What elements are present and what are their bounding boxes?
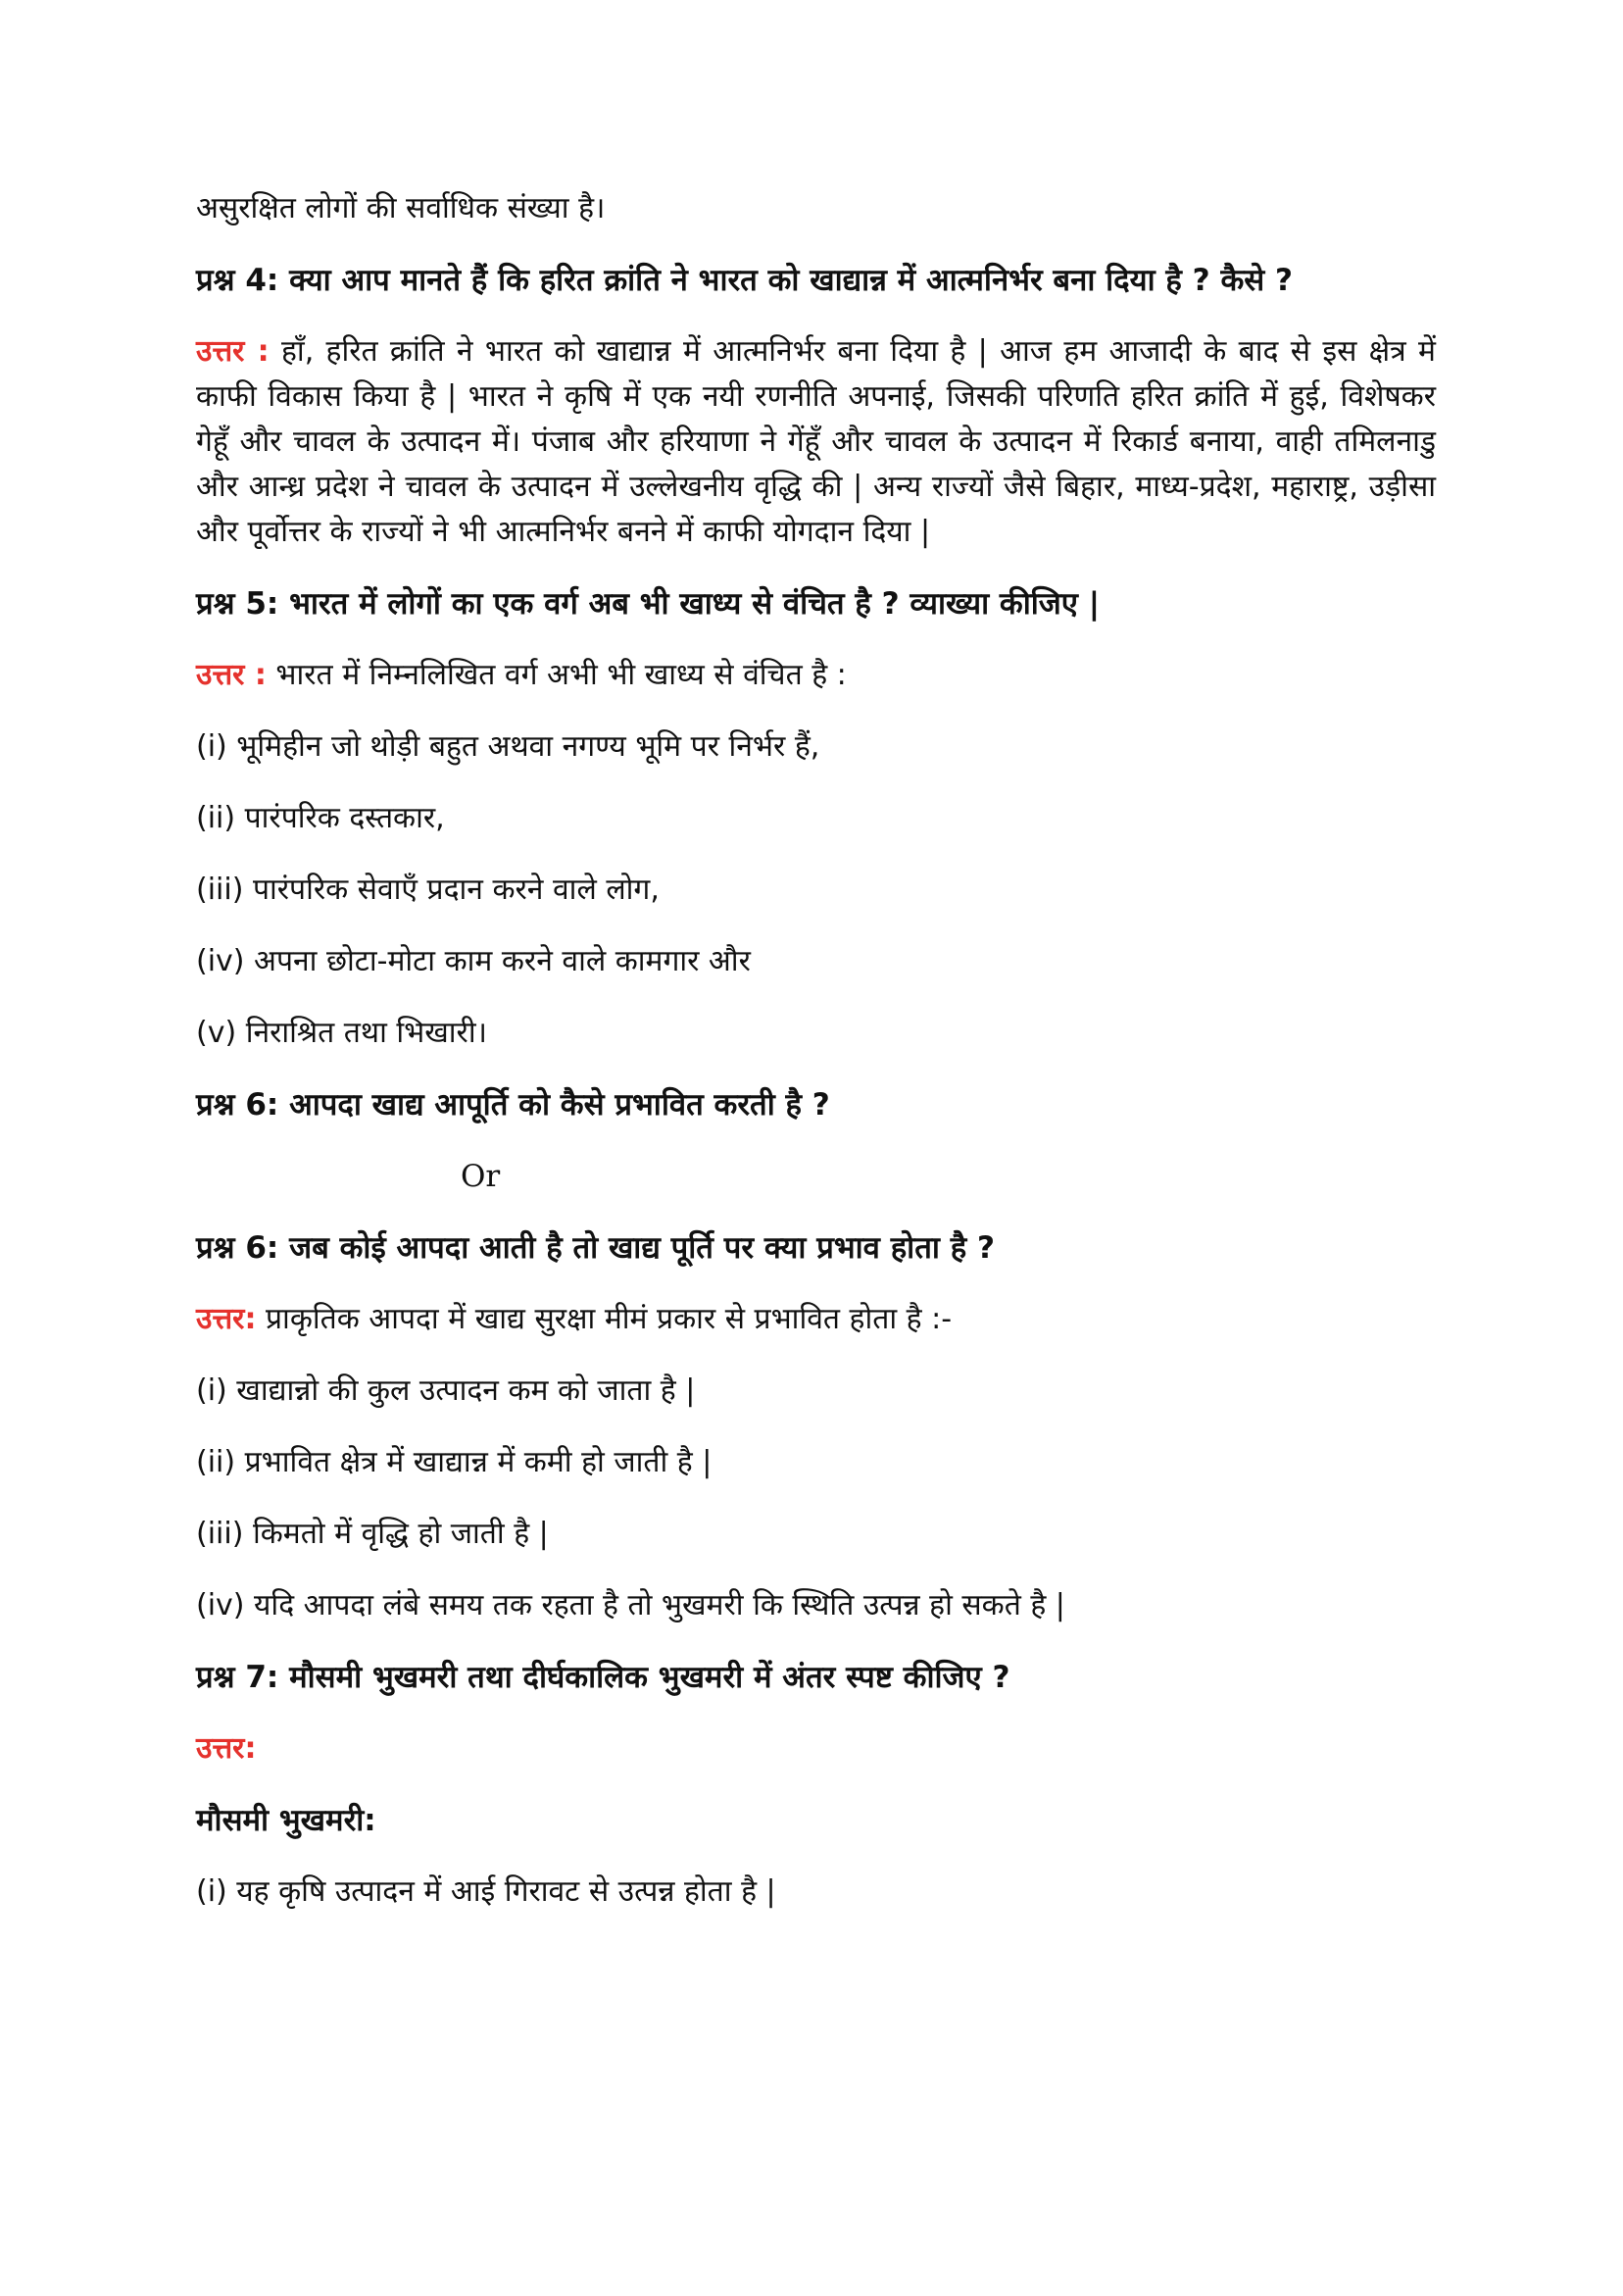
question-6b: प्रश्न 6: जब कोई आपदा आती है तो खाद्य पूर्ति पर क्या प्रभाव होता है ? [196, 1230, 995, 1266]
answer-7 [196, 1726, 1436, 1772]
list-item: (i) भूमिहीन जो थोड़ी बहुत अथवा नगण्य भूमि पर निर्भर हैं, [196, 729, 820, 764]
answer-4 [196, 329, 1436, 555]
answer-4-text: हाँ, हरित क्रांति ने भारत को खाद्यान्न में आत्मनिर्भर बना दिया है | आज हम आजादी के बाद से इस क्षेत्र में काफी विकास किया है | भारत ने कृषि में एक नयी रणनीति अपनाई, जिसकी परिणति हरित क्रांति में हुई, विशेषकर गेहूँ और चावल के उत्पादन में। पंजाब और हरियाणा ने गेंहूँ और चावल के उत्पादन में रिकार्ड बनाया, वाही तमिलनाडु और आन्ध्र प्रदेश ने चावल के उत्पादन में उल्लेखनीय वृद्धि की | अन्य राज्यों जैसे बिहार, माध्य-प्रदेश, महाराष्ट्र, उड़ीसा और पूर्वोत्तर के राज्यों ने भी आत्मनिर्भर बनने में काफी योगदान दिया | [196, 334, 1436, 549]
answer-6-text: प्राकृतिक आपदा में खाद्य सुरक्षा मीमं प्रकार से प्रभावित होता है :- [256, 1302, 953, 1336]
list-item: (ii) प्रभावित क्षेत्र में खाद्यान्न में कमी हो जाती है | [196, 1445, 713, 1479]
page-content [196, 186, 1436, 1941]
answer-5-text: भारत में निम्नलिखित वर्ग अभी भी खाध्य से वंचित है : [266, 658, 847, 692]
list-item: (ii) पारंपरिक दस्तकार, [196, 801, 445, 835]
or-separator: Or [461, 1159, 501, 1194]
list-item: (iii) पारंपरिक सेवाएँ प्रदान करने वाले लोग, [196, 873, 660, 907]
list-item: (i) खाद्यान्नो की कुल उत्पादन कम को जाता है | [196, 1373, 696, 1408]
answer-label: उत्तर: [196, 1302, 257, 1336]
list-item: (iii) किमतो में वृद्धि हो जाती है | [196, 1517, 549, 1551]
list-item: (v) निराश्रित तथा भिखारी। [196, 1016, 487, 1050]
question-5: प्रश्न 5: भारत में लोगों का एक वर्ग अब भी खाध्य से वंचित है ? व्याख्या कीजिए | [196, 586, 1101, 622]
answer-label: उत्तर : [196, 658, 267, 692]
answer-6 [196, 1297, 1436, 1342]
question-6a: प्रश्न 6: आपदा खाद्य आपूर्ति को कैसे प्रभावित करती है ? [196, 1087, 830, 1123]
question-4: प्रश्न 4: क्या आप मानते हैं कि हरित क्रांति ने भारत को खाद्यान्न में आत्मनिर्भर बना दिया है ? कैसे ? [196, 263, 1293, 298]
answer-label: उत्तर: [196, 1731, 257, 1766]
answer-5 [196, 653, 1436, 698]
list-item: (iv) यदि आपदा लंबे समय तक रहता है तो भुखमरी कि स्थिति उत्पन्न हो सकते है | [196, 1588, 1065, 1622]
question-7: प्रश्न 7: मौसमी भुखमरी तथा दीर्घकालिक भुखमरी में अंतर स्पष्ट कीजिए ? [196, 1660, 1010, 1695]
intro-line: असुरक्षित लोगों की सर्वाधिक संख्या है। [196, 191, 606, 225]
answer-label: उत्तर : [196, 334, 270, 369]
list-item: (i) यह कृषि उत्पादन में आई गिरावट से उत्पन्न होता है | [196, 1874, 776, 1909]
list-item: (iv) अपना छोटा-मोटा काम करने वाले कामगार और [196, 944, 751, 978]
subheading-seasonal-hunger: मौसमी भुखमरी: [196, 1803, 376, 1838]
